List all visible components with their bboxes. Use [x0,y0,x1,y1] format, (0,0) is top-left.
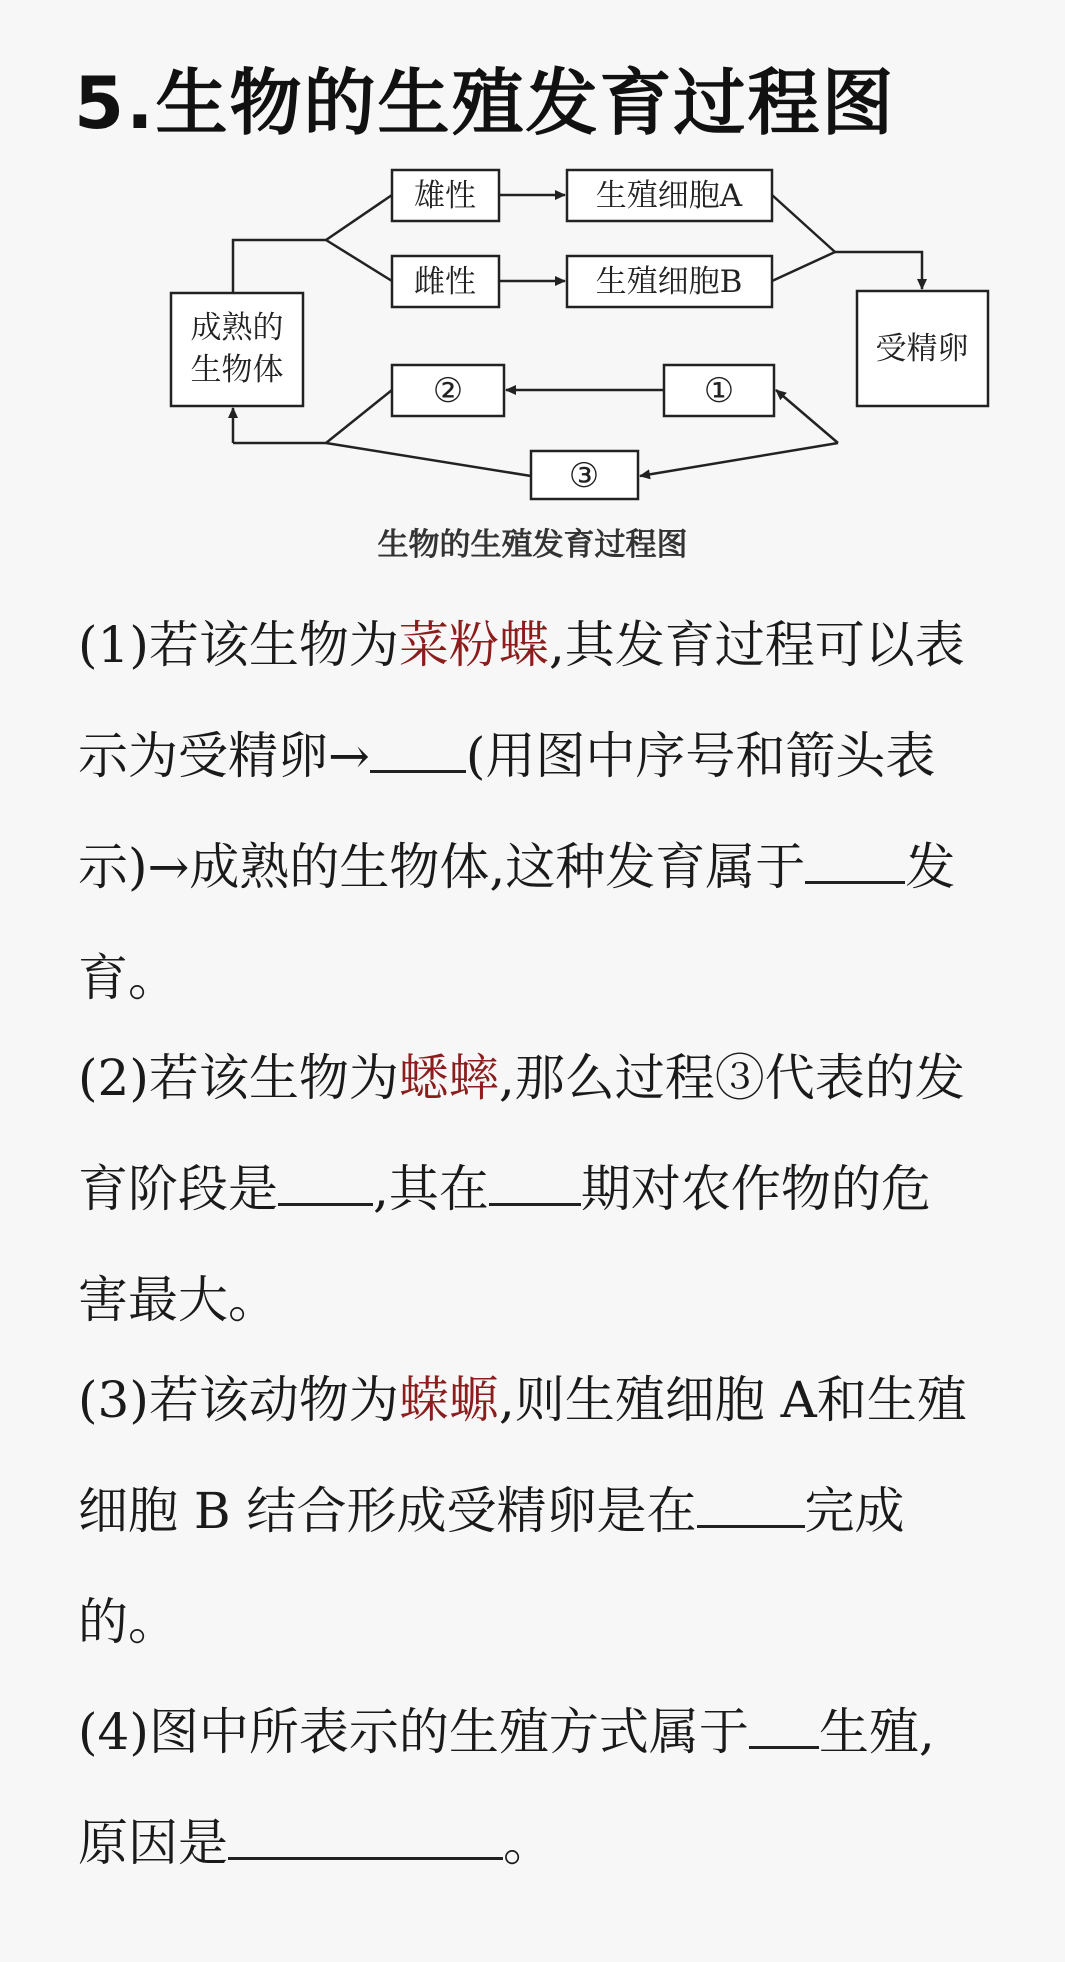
q4-text-b: 生殖,原因是 [78,1703,935,1872]
box-1-label: ① [703,371,735,411]
q2-text-a: (2)若该生物为 [78,1049,399,1107]
box-male-label: 雄性 [414,178,476,214]
box-female-label: 雌性 [414,264,476,300]
box-mature-line1: 成熟的 [190,310,284,346]
q3-text-c: 完成的。 [78,1482,905,1651]
q1-text-c: (用图中序号和箭头表示)→成熟的生物体,这种发育属于 [78,727,936,896]
question-4 [78,1677,978,1899]
box-zygote-label: 受精卵 [875,331,969,367]
box-mature-line2: 生物体 [190,352,284,388]
q3-text-a: (3)若该动物为 [78,1371,399,1429]
q4-blank-1[interactable] [749,1702,819,1749]
diagram-caption: 生物的生殖发育过程图 [377,527,688,563]
q2-text-c: ,其在 [373,1160,489,1218]
box-cell-b-label: 生殖细胞B [595,264,743,300]
question-1 [78,590,978,1034]
q1-text-b: ,其发育过程可以表示为受精卵→ [78,616,965,785]
q2-text-d: 期对农作物的危害最大。 [78,1160,931,1329]
q2-blank-2[interactable] [489,1159,581,1206]
q1-text-d: 发育。 [78,838,956,1007]
q3-text-b: ,则生殖细胞 A和生殖细胞 B 结合形成受精卵是在 [78,1371,967,1540]
box-3-label: ③ [568,456,600,496]
q3-highlight: 蝾螈 [398,1371,499,1429]
question-3 [78,1345,978,1678]
reproduction-diagram [0,0,1065,520]
question-2 [78,1023,978,1356]
box-cell-a-label: 生殖细胞A [595,178,743,214]
q3-blank-1[interactable] [697,1481,805,1528]
q1-blank-2[interactable] [805,837,905,884]
q4-text-a: (4)图中所表示的生殖方式属于 [78,1703,749,1761]
page-title: 5.生物的生殖发育过程图 [74,61,896,145]
q2-blank-1[interactable] [278,1159,373,1206]
q1-text-a: (1)若该生物为 [78,616,399,674]
q4-text-c: 。 [503,1814,553,1872]
q1-highlight: 菜粉蝶 [398,616,549,674]
box-2-label: ② [432,371,464,411]
q2-highlight: 蟋蟀 [398,1049,499,1107]
q1-blank-1[interactable] [370,726,466,773]
q2-text-b: ,那么过程③代表的发育阶段是 [78,1049,965,1218]
q4-blank-2[interactable] [228,1813,503,1860]
